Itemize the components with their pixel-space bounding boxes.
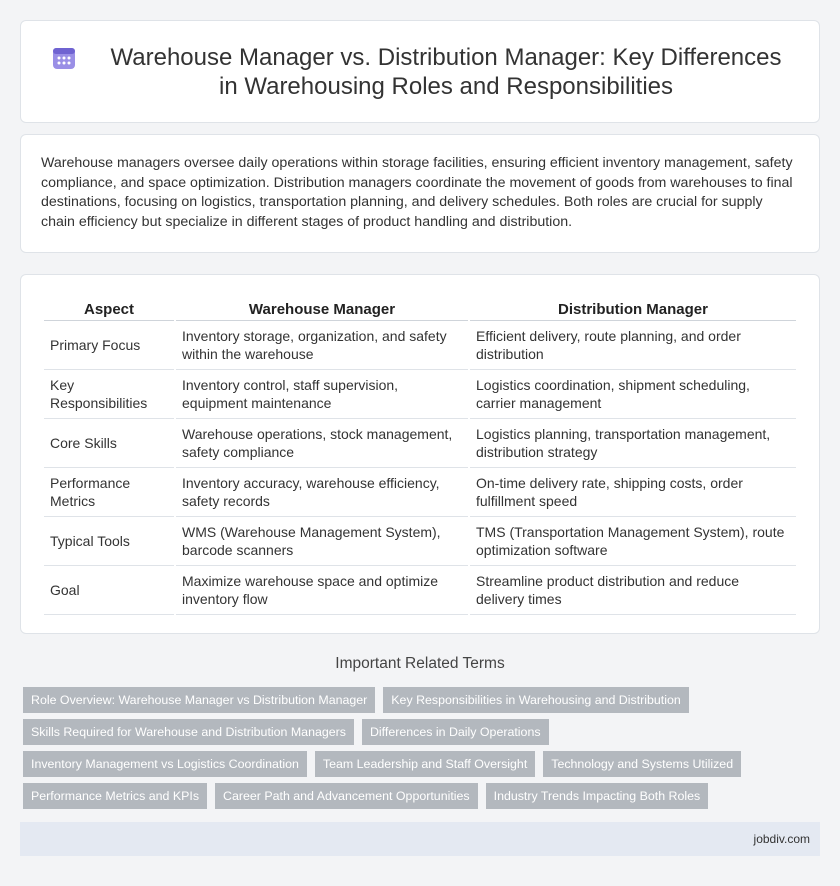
- related-terms-list: [23, 687, 823, 809]
- table-header-row: [44, 295, 796, 321]
- related-term-tag[interactable]: Inventory Management vs Logistics Coordination: [23, 751, 307, 777]
- warehouse-manager-cell: Maximize warehouse space and optimize inventory flow: [176, 566, 468, 615]
- related-term-tag[interactable]: Role Overview: Warehouse Manager vs Distribution Manager: [23, 687, 375, 713]
- aspect-cell: Core Skills: [44, 419, 174, 468]
- distribution-manager-cell: Logistics planning, transportation management, distribution strategy: [470, 419, 796, 468]
- aspect-cell: Primary Focus: [44, 321, 174, 370]
- related-terms-heading: Important Related Terms: [335, 655, 505, 672]
- related-term-tag[interactable]: Key Responsibilities in Warehousing and Distribution: [383, 687, 689, 713]
- warehouse-manager-cell: Inventory control, staff supervision, equipment maintenance: [176, 370, 468, 419]
- footer: [20, 822, 820, 856]
- aspect-cell: Goal: [44, 566, 174, 615]
- table-row: [44, 517, 796, 566]
- column-header-aspect: Aspect: [44, 295, 174, 321]
- calendar-grid-icon: [51, 45, 77, 71]
- warehouse-manager-cell: Inventory storage, organization, and safety within the warehouse: [176, 321, 468, 370]
- column-header-distribution-manager: Distribution Manager: [470, 295, 796, 321]
- distribution-manager-cell: TMS (Transportation Management System), route optimization software: [470, 517, 796, 566]
- table-row: [44, 419, 796, 468]
- intro-card: [20, 134, 820, 253]
- distribution-manager-cell: Efficient delivery, route planning, and order distribution: [470, 321, 796, 370]
- comparison-table: [42, 295, 798, 615]
- distribution-manager-cell: On-time delivery rate, shipping costs, order fulfillment speed: [470, 468, 796, 517]
- warehouse-manager-cell: Inventory accuracy, warehouse efficiency, safety records: [176, 468, 468, 517]
- related-term-tag[interactable]: Career Path and Advancement Opportunities: [215, 783, 478, 809]
- warehouse-manager-cell: Warehouse operations, stock management, safety compliance: [176, 419, 468, 468]
- page-title: Warehouse Manager vs. Distribution Manager: Key Differences in Warehousing Roles and Responsibilities: [110, 43, 782, 100]
- table-row: [44, 468, 796, 517]
- aspect-cell: Typical Tools: [44, 517, 174, 566]
- related-term-tag[interactable]: Industry Trends Impacting Both Roles: [486, 783, 709, 809]
- column-header-warehouse-manager: Warehouse Manager: [176, 295, 468, 321]
- header-card: [20, 20, 820, 123]
- related-term-tag[interactable]: Differences in Daily Operations: [362, 719, 549, 745]
- table-row: [44, 321, 796, 370]
- comparison-card: [20, 274, 820, 634]
- intro-paragraph: Warehouse managers oversee daily operations within storage facilities, ensuring efficient inventory management, safety compliance, and space optimization. Distribution managers coordinate the movement of goods from warehouses to final destinations, focusing on logistics, transportation planning, and delivery schedules. Both roles are crucial for supply chain efficiency but specialize in different stages of product handling and distribution.: [41, 155, 793, 230]
- aspect-cell: Key Responsibilities: [44, 370, 174, 419]
- related-term-tag[interactable]: Team Leadership and Staff Oversight: [315, 751, 535, 777]
- related-term-tag[interactable]: Skills Required for Warehouse and Distribution Managers: [23, 719, 354, 745]
- related-term-tag[interactable]: Performance Metrics and KPIs: [23, 783, 207, 809]
- related-term-tag[interactable]: Technology and Systems Utilized: [543, 751, 741, 777]
- table-row: [44, 566, 796, 615]
- table-row: [44, 370, 796, 419]
- distribution-manager-cell: Streamline product distribution and reduce delivery times: [470, 566, 796, 615]
- distribution-manager-cell: Logistics coordination, shipment scheduling, carrier management: [470, 370, 796, 419]
- warehouse-manager-cell: WMS (Warehouse Management System), barcode scanners: [176, 517, 468, 566]
- aspect-cell: Performance Metrics: [44, 468, 174, 517]
- footer-site-link[interactable]: jobdiv.com: [753, 832, 810, 846]
